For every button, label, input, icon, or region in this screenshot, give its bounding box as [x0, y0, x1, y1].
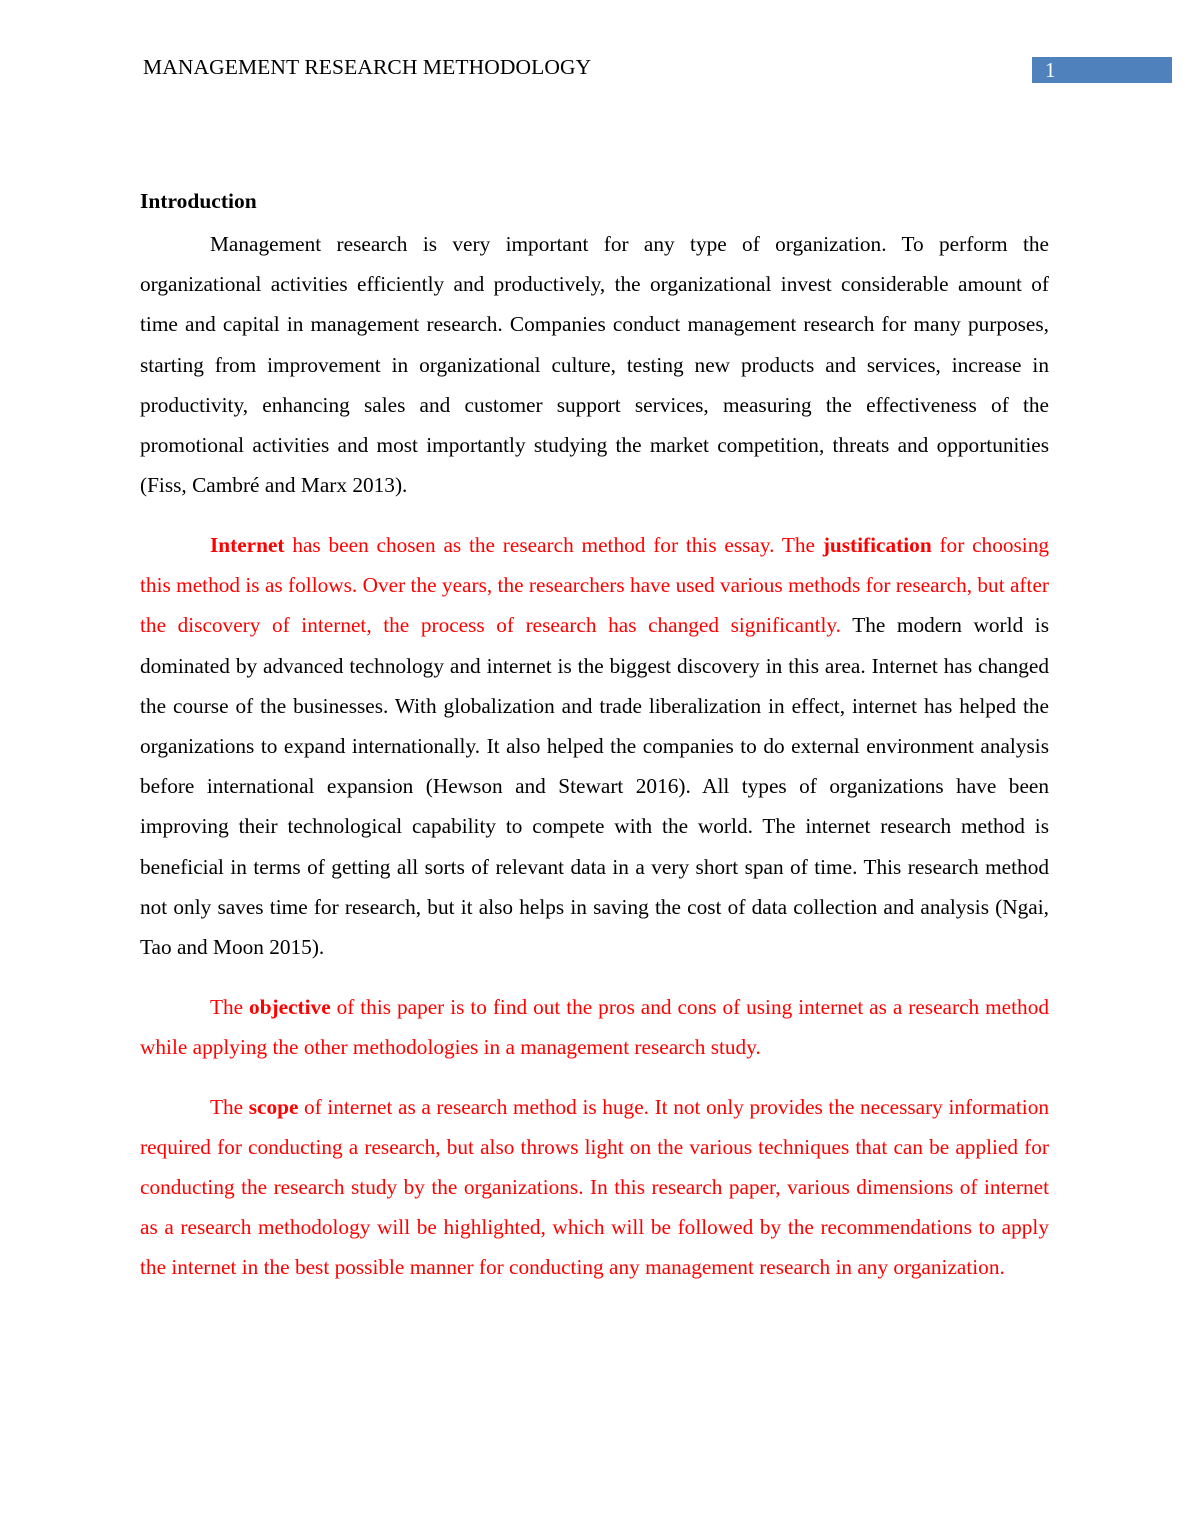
paragraph-scope: [140, 1087, 1049, 1288]
paragraph-objective: [140, 987, 1049, 1067]
objective-lead: The: [210, 994, 250, 1019]
body-text-internet-benefits: The modern world is dominated by advanced technology and internet is the biggest discovery in this area. Internet has changed the course of the businesses. With globalization and trade liberalization in effect, internet has helped the organizations to expand internationally. It also helped the companies to do external environment analysis before international expansion (Hewson and Stewart 2016). All types of organizations have been improving their technological capability to compete with the world. The internet research method is beneficial in terms of getting all sorts of relevant data in a very short span of time. This research method not only saves time for research, but it also helps in saving the cost of data collection and analysis (Ngai, Tao and Moon 2015).: [140, 613, 1049, 959]
page-number-badge: 1: [1032, 57, 1172, 83]
section-heading-introduction: Introduction: [140, 189, 257, 213]
highlight-text-2: for choosing this method is as follows. Over the years, the researchers have used various methods for research, but after the discovery of internet, the process of research has changed significantly.: [140, 532, 1049, 638]
highlight-objective: objective: [249, 994, 331, 1019]
running-head-title: MANAGEMENT RESEARCH METHODOLOGY: [143, 55, 592, 79]
scope-lead: The: [210, 1094, 249, 1119]
scope-text: of internet as a research method is huge. It not only provides the necessary information required for conducting a research, but also throws light on the various techniques that can be applied for conducting the research study by the organizations. In this research paper, various dimensions of internet as a research methodology will be highlighted, which will be followed by the recommendations to apply the internet in the best possible manner for conducting any management research in any organization.: [140, 1094, 1049, 1280]
paragraph-management-research: Management research is very important for any type of organization. To perform the organizational activities efficiently and productively, the organizational invest considerable amount of time and capital in management research. Companies conduct management research for many purposes, starting from improvement in organizational culture, testing new products and services, increase in productivity, enhancing sales and customer support services, measuring the effectiveness of the promotional activities and most importantly studying the market competition, threats and opportunities (Fiss, Cambré and Marx 2013).: [140, 232, 1049, 498]
highlight-justification: justification: [822, 532, 932, 557]
highlight-internet: Internet: [210, 532, 285, 557]
paragraph-internet-justification: [140, 525, 1049, 967]
highlight-scope: scope: [248, 1094, 299, 1119]
document-body: [140, 184, 1049, 1307]
highlight-text-1: has been chosen as the research method for this essay. The: [284, 532, 823, 557]
objective-text: of this paper is to find out the pros and cons of using internet as a research method while applying the other methodologies in a management research study.: [140, 994, 1049, 1059]
